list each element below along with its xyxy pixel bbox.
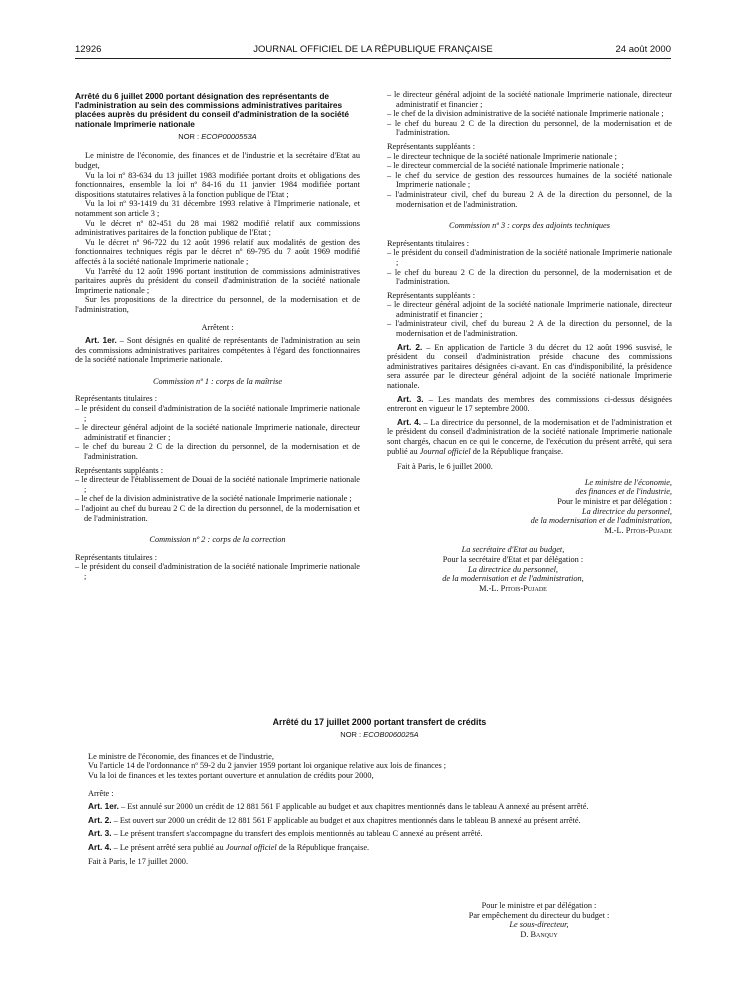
page-number: 12926	[75, 44, 102, 55]
list-item: – le chef du bureau 2 C de la direction du personnel, de la modernisation et de l'administration.	[387, 118, 672, 138]
signature-block-secretary	[403, 545, 623, 593]
list-item: – le directeur de l'établissement de Douai de la société nationale Imprimerie nationale ;	[75, 475, 360, 494]
commission-3-title: Commission nº 3 : corps des adjoints techniques	[449, 221, 610, 231]
article-label: Art. 4.	[88, 841, 112, 852]
article-label: Art. 2.	[88, 814, 112, 825]
article-text: – Le présent transfert s'accompagne du transfert des emplois mentionnés au tableau C annexé au présent arrêté.	[111, 829, 483, 839]
decree2-title: Arrêté du 17 juillet 2000 portant transfert de crédits	[272, 717, 487, 727]
article-4	[88, 843, 671, 853]
page-header	[75, 44, 671, 58]
list-item: – le directeur commercial de la société nationale Imprimerie nationale ;	[387, 161, 624, 171]
signature-line: Par empêchement du directeur du budget :	[468, 910, 610, 920]
titulaires-label: Représentants titulaires :	[75, 552, 158, 562]
decree2-section	[88, 717, 671, 939]
article-2	[88, 816, 671, 826]
intro-paragraph: Vu le décret nº 82-451 du 28 mai 1982 modifié relatif aux commissions administratives paritaires de la fonction publique de l'Etat ;	[75, 218, 360, 238]
signature-line: Pour le ministre et par délégation :	[557, 496, 672, 506]
decree1-title: Arrêté du 6 juillet 2000 portant désignation des représentants de l'administration au sein des commissions administratives paritaires placées auprès du président du conseil d'administration de la société nationale Imprimerie nationale	[75, 91, 350, 129]
article-text: – Le présent arrêté sera publié au	[111, 842, 226, 852]
article-text: – La directrice du personnel, de la modernisation et de l'administration et le président du conseil d'administration de la société nationale Imprimerie nationale sont chargés, chacun en ce qui le concerne, de l'exécution du présent arrêté, qui sera publié au	[387, 417, 672, 456]
article-1	[88, 802, 671, 812]
journal-officiel-ref: Journal officiel	[225, 842, 277, 852]
signature-line: Le sous-directeur,	[509, 920, 569, 930]
article-text: de la République française.	[276, 842, 370, 852]
signature-line: de la modernisation et de l'administration,	[530, 516, 672, 526]
list-item: – le président du conseil d'administration de la société nationale Imprimerie nationale ;	[75, 562, 360, 581]
article-label: Art. 1er.	[85, 335, 117, 346]
titulaires-label: Représentants titulaires :	[75, 394, 158, 404]
nor-code: ECOB0060025A	[363, 730, 419, 740]
list-item: – le directeur technique de la société nationale Imprimerie nationale ;	[387, 151, 617, 161]
arretent-heading: Arrêtent :	[201, 322, 234, 332]
intro-paragraph: Vu le décret nº 96-722 du 12 août 1996 relatif aux modalités de gestion des fonctionnaires techniques régis par le décret nº 69-795 du 7 août 1969 modifié affectés à la société nationale Imprimerie nationale ;	[75, 237, 360, 266]
titulaires-label: Représentants titulaires :	[387, 238, 470, 248]
nor-label: NOR :	[178, 131, 200, 141]
intro-paragraph: Le ministre de l'économie, des finances et de l'industrie,	[88, 751, 274, 761]
intro-paragraph: Vu l'article 14 de l'ordonnance nº 59-2 du 2 janvier 1959 portant loi organique relative aux lois de finances ;	[88, 761, 447, 771]
decree1-nor	[75, 132, 360, 142]
signature-line: Le ministre de l'économie,	[584, 477, 672, 487]
signature-line: Pour le ministre et par délégation :	[481, 901, 597, 910]
article-3	[88, 829, 671, 839]
article-text: – Sont désignés en qualité de représentants de l'administration au sein des commissions administratives paritaires compétentes à l'égard des fonctionnaires de la société nationale Imprimerie nationale.	[75, 336, 360, 365]
intro-paragraph: Vu l'arrêté du 12 août 1996 portant institution de commissions administratives paritaires auprès du président du conseil d'administration de la société nationale Imprimerie nationale ;	[75, 266, 360, 295]
article-text: – Les mandats des membres des commissions ci-dessus désignées entreront en vigueur le 17 septembre 2000.	[387, 394, 673, 414]
signatory-name: M.-L. Pitois-Pujade	[604, 525, 672, 535]
article-4	[387, 418, 672, 456]
list-item: – le chef du service de gestion des ressources humaines de la société nationale Imprimerie nationale ;	[387, 170, 672, 190]
article-label: Art. 4.	[397, 416, 422, 427]
arrete-heading: Arrête :	[88, 788, 114, 798]
signature-block-budget	[429, 901, 649, 939]
right-column	[387, 90, 672, 593]
intro-paragraph: Vu la loi nº 83-634 du 13 juillet 1983 modifiée portant droits et obligations des fonctionnaires, ensemble la loi nº 84-16 du 11 janvier 1984 modifiée portant dispositions statutaires relatives à la fonction publique de l'Etat ;	[75, 170, 360, 199]
signature-line: La directrice du personnel,	[467, 564, 559, 574]
list-item: – le directeur général adjoint de la société nationale Imprimerie nationale, directeur administratif et financier ;	[387, 300, 672, 319]
list-item: – le chef du bureau 2 C de la direction du personnel, de la modernisation et de l'administration.	[387, 267, 672, 287]
list-item: – l'administrateur civil, chef du bureau 2 A de la direction du personnel, de la modernisation et de l'administration.	[387, 319, 672, 339]
signature-line: des finances et de l'industrie,	[575, 487, 672, 497]
article-text: – Est ouvert sur 2000 un crédit de 12 881 561 F applicable au budget et aux chapitres mentionnés dans le tableau B annexé au présent arrêté.	[111, 815, 581, 825]
article-1	[75, 336, 360, 365]
article-label: Art. 2.	[397, 341, 423, 352]
journal-officiel-ref: Journal officiel	[419, 446, 471, 456]
decree2-nor	[88, 730, 671, 740]
issue-date: 24 août 2000	[615, 44, 671, 55]
commission-1-title: Commission nº 1 : corps de la maîtrise	[152, 376, 283, 386]
nor-code: ECOP0000553A	[201, 131, 257, 141]
list-item: – l'administrateur civil, chef du bureau 2 A de la direction du personnel, de la modernisation et de l'administration.	[387, 189, 672, 209]
list-item: – le directeur général adjoint de la société nationale Imprimerie nationale, directeur administratif et financier ;	[387, 90, 672, 109]
suppleants-label: Représentants suppléants :	[387, 290, 476, 300]
article-label: Art. 3.	[397, 393, 424, 404]
list-item: – le président du conseil d'administration de la société nationale Imprimerie nationale ;	[75, 404, 360, 423]
list-item: – le chef de la division administrative de la société nationale Imprimerie nationale ;	[75, 494, 352, 504]
signature-line: La secrétaire d'Etat au budget,	[461, 545, 565, 555]
list-item: – le président du conseil d'administration de la société nationale Imprimerie nationale ;	[387, 248, 672, 267]
journal-title: JOURNAL OFFICIEL DE LA RÉPUBLIQUE FRANÇAISE	[253, 44, 493, 55]
article-text: – En application de l'article 3 du décret du 12 août 1996 susvisé, le président du conseil d'administration préside chacune des commissions administratives paritaires désignées ci-avant. En cas d'indisponibilité, la présidence sera assurée par le directeur général adjoint de la société nationale Imprimerie nationale.	[387, 342, 672, 391]
list-item: – le directeur général adjoint de la société nationale Imprimerie nationale, directeur administratif et financier ;	[75, 423, 360, 442]
signatory-name: D. Banquy	[520, 929, 558, 939]
signature-line: La directrice du personnel,	[581, 506, 672, 516]
intro-paragraph: Le ministre de l'économie, des finances et de l'industrie et la secrétaire d'Etat au budget,	[75, 151, 360, 170]
signature-line: de la modernisation et de l'administration,	[442, 574, 584, 584]
article-label: Art. 3.	[88, 828, 112, 839]
fait-a-paris: Fait à Paris, le 17 juillet 2000.	[88, 856, 189, 866]
article-label: Art. 1er.	[88, 801, 119, 812]
signature-block-minister	[387, 478, 672, 536]
suppleants-label: Représentants suppléants :	[75, 465, 164, 475]
list-item: – l'adjoint au chef du bureau 2 C de la direction du personnel, de la modernisation et de l'administration.	[75, 504, 360, 523]
signature-line: Pour la secrétaire d'Etat et par délégation :	[442, 554, 584, 564]
intro-paragraph: Sur les propositions de la directrice du personnel, de la modernisation et de l'administration,	[75, 295, 360, 314]
intro-paragraph: Vu la loi nº 93-1419 du 31 décembre 1993 relative à l'Imprimerie nationale, et notamment son article 3 ;	[75, 199, 360, 218]
article-3	[387, 395, 672, 414]
nor-label: NOR :	[340, 730, 362, 740]
list-item: – le chef de la division administrative de la société nationale Imprimerie nationale ;	[387, 109, 664, 119]
fait-a-paris: Fait à Paris, le 6 juillet 2000.	[397, 462, 493, 472]
signatory-name: M.-L. Pitois-Pujade	[479, 583, 547, 593]
commission-2-title: Commission nº 2 : corps de la correction	[149, 535, 286, 545]
article-2	[387, 343, 672, 391]
article-text: de la République française.	[470, 446, 564, 456]
intro-paragraph: Vu la loi de finances et les textes portant ouverture et annulation de crédits pour 2000,	[88, 770, 374, 780]
list-item: – le chef du bureau 2 C de la direction du personnel, de la modernisation et de l'administration.	[75, 442, 360, 462]
article-text: – Est annulé sur 2000 un crédit de 12 881 561 F applicable au budget et aux chapitres mentionnés dans le tableau A annexé au présent arrêté.	[118, 802, 589, 812]
left-column	[75, 92, 360, 582]
header-rule	[75, 58, 671, 59]
suppleants-label: Représentants suppléants :	[387, 141, 476, 151]
